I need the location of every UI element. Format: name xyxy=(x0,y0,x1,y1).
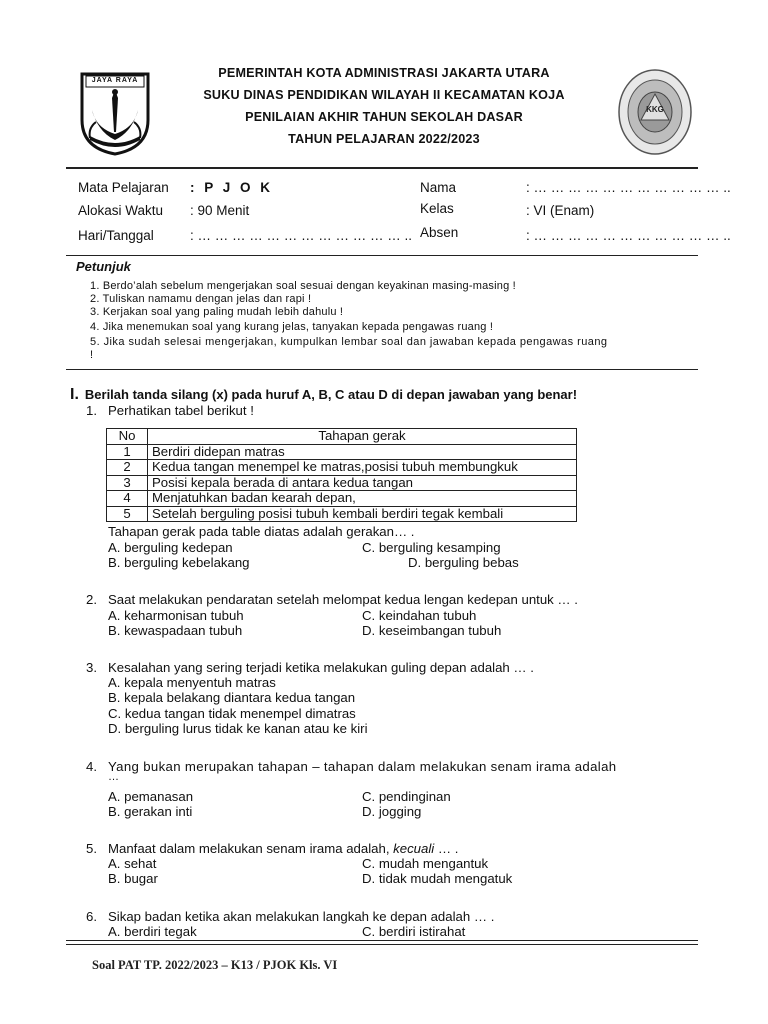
question-number: 6. xyxy=(86,909,97,924)
question-text-main: Manfaat dalam melakukan senam irama adalah, xyxy=(108,841,394,856)
option-b[interactable]: B. gerakan inti xyxy=(108,804,193,819)
option-a[interactable]: A. sehat xyxy=(108,856,157,871)
section-number: I. xyxy=(70,386,79,403)
petunjuk-item: 2. Tuliskan namamu dengan jelas dan rapi ! xyxy=(90,293,312,305)
option-c[interactable]: C. pendinginan xyxy=(362,789,451,804)
nama-value: : … … … … … … … … … … … .. xyxy=(526,180,731,195)
option-b[interactable]: B. kewaspadaan tubuh xyxy=(108,623,243,638)
option-c[interactable]: C. kedua tangan tidak menempel dimatras xyxy=(108,706,356,721)
section-instruction: Berilah tanda silang (x) pada huruf A, B, C atau D di depan jawaban yang benar! xyxy=(84,387,578,402)
steps-table xyxy=(106,428,577,522)
question-text-end: … . xyxy=(434,841,459,856)
table-row xyxy=(107,475,577,491)
table-row xyxy=(107,506,577,522)
option-a[interactable]: A. keharmonisan tubuh xyxy=(108,608,244,623)
option-c[interactable]: C. berguling kesamping xyxy=(362,540,501,555)
option-c[interactable]: C. keindahan tubuh xyxy=(362,608,477,623)
hari-label: Hari/Tanggal xyxy=(78,228,154,243)
footer-divider-2 xyxy=(66,944,698,945)
header-line-1: PEMERINTAH KOTA ADMINISTRASI JAKARTA UTARA xyxy=(218,66,550,80)
petunjuk-item: 1. Berdo’alah sebelum mengerjakan soal sesuai dengan keyakinan masing-masing ! xyxy=(90,280,516,292)
question-number: 2. xyxy=(86,592,97,607)
option-d[interactable]: D. keseimbangan tubuh xyxy=(362,623,502,638)
petunjuk-divider xyxy=(66,369,698,370)
petunjuk-item: 3. Kerjakan soal yang paling mudah lebih dahulu ! xyxy=(90,306,344,318)
question-text: Perhatikan tabel berikut ! xyxy=(108,403,254,418)
question-text-emphasis: kecuali xyxy=(393,841,435,856)
option-b[interactable]: B. kepala belakang diantara kedua tangan xyxy=(108,690,356,705)
question-text xyxy=(108,841,458,856)
petunjuk-item-cont: ! xyxy=(90,349,94,361)
header-line-4: TAHUN PELAJARAN 2022/2023 xyxy=(288,132,480,146)
absen-value: : … … … … … … … … … … … .. xyxy=(526,228,731,243)
table-header-no: No xyxy=(107,429,148,445)
footer-text: Soal PAT TP. 2022/2023 – K13 / PJOK Kls. VI xyxy=(92,958,338,972)
kelas-value: : VI (Enam) xyxy=(526,203,595,218)
absen-label: Absen xyxy=(420,225,459,240)
option-b[interactable]: B. berguling kebelakang xyxy=(108,555,250,570)
question-text: Saat melakukan pendaratan setelah melompat kedua lengan kedepan untuk … . xyxy=(108,592,578,607)
question-text: Yang bukan merupakan tahapan – tahapan dalam melakukan senam irama adalah xyxy=(108,759,617,774)
header-line-2: SUKU DINAS PENDIDIKAN WILAYAH II KECAMATAN KOJA xyxy=(203,88,565,102)
mapel-value: : P J O K xyxy=(190,180,274,195)
table-header-step: Tahapan gerak xyxy=(148,429,577,445)
kelas-label: Kelas xyxy=(420,201,454,216)
hari-value: : … … … … … … … … … … … … .. xyxy=(190,228,413,243)
option-a[interactable]: A. pemanasan xyxy=(108,789,194,804)
row-no: 1 xyxy=(107,444,148,460)
petunjuk-item: 5. Jika sudah selesai mengerjakan, kumpulkan lembar soal dan jawaban kepada pengawas ruang xyxy=(90,336,608,348)
row-no: 5 xyxy=(107,506,148,522)
question-followup: Tahapan gerak pada table diatas adalah gerakan… . xyxy=(108,524,415,539)
question-text-cont: … xyxy=(108,771,119,783)
nama-label: Nama xyxy=(420,180,457,195)
question-number: 1. xyxy=(86,403,97,418)
jakarta-emblem-logo xyxy=(78,70,152,156)
row-step: Setelah berguling posisi tubuh kembali berdiri tegak kembali xyxy=(148,506,577,522)
question-text: Sikap badan ketika akan melakukan langkah ke depan adalah … . xyxy=(108,909,495,924)
table-row xyxy=(107,460,577,476)
row-step: Berdiri didepan matras xyxy=(148,444,577,460)
question-text: Kesalahan yang sering terjadi ketika melakukan guling depan adalah … . xyxy=(108,660,534,675)
row-no: 2 xyxy=(107,460,148,476)
option-b[interactable]: B. bugar xyxy=(108,871,158,886)
alokasi-label: Alokasi Waktu xyxy=(78,203,164,218)
option-d[interactable]: D. berguling bebas xyxy=(408,555,519,570)
row-step: Menjatuhkan badan kearah depan, xyxy=(148,491,577,507)
info-divider xyxy=(66,255,698,256)
header-divider xyxy=(66,167,698,169)
seal-label: KKG xyxy=(646,105,664,114)
row-no: 3 xyxy=(107,475,148,491)
table-row xyxy=(107,444,577,460)
option-c[interactable]: C. mudah mengantuk xyxy=(362,856,489,871)
section-title xyxy=(70,386,577,404)
question-number: 5. xyxy=(86,841,97,856)
logo-motto: JAYA RAYA xyxy=(91,77,139,84)
row-no: 4 xyxy=(107,491,148,507)
table-row xyxy=(107,491,577,507)
option-a[interactable]: A. kepala menyentuh matras xyxy=(108,675,276,690)
row-step: Posisi kepala berada di antara kedua tangan xyxy=(148,475,577,491)
mapel-label: Mata Pelajaran xyxy=(78,180,169,195)
petunjuk-item: 4. Jika menemukan soal yang kurang jelas, tanyakan kepada pengawas ruang ! xyxy=(90,321,494,333)
footer-divider xyxy=(66,940,698,941)
table-header-row xyxy=(107,429,577,445)
petunjuk-title: Petunjuk xyxy=(76,259,131,274)
alokasi-value: : 90 Menit xyxy=(190,203,250,218)
kkg-seal-logo xyxy=(617,68,693,156)
option-d[interactable]: D. tidak mudah mengatuk xyxy=(362,871,513,886)
option-a[interactable]: A. berdiri tegak xyxy=(108,924,197,939)
option-d[interactable]: D. berguling lurus tidak ke kanan atau ke kiri xyxy=(108,721,368,736)
option-c[interactable]: C. berdiri istirahat xyxy=(362,924,466,939)
question-number: 4. xyxy=(86,759,97,774)
option-a[interactable]: A. berguling kedepan xyxy=(108,540,233,555)
header-line-3: PENILAIAN AKHIR TAHUN SEKOLAH DASAR xyxy=(245,110,523,124)
row-step: Kedua tangan menempel ke matras,posisi tubuh membungkuk xyxy=(148,460,577,476)
question-number: 3. xyxy=(86,660,97,675)
option-d[interactable]: D. jogging xyxy=(362,804,422,819)
